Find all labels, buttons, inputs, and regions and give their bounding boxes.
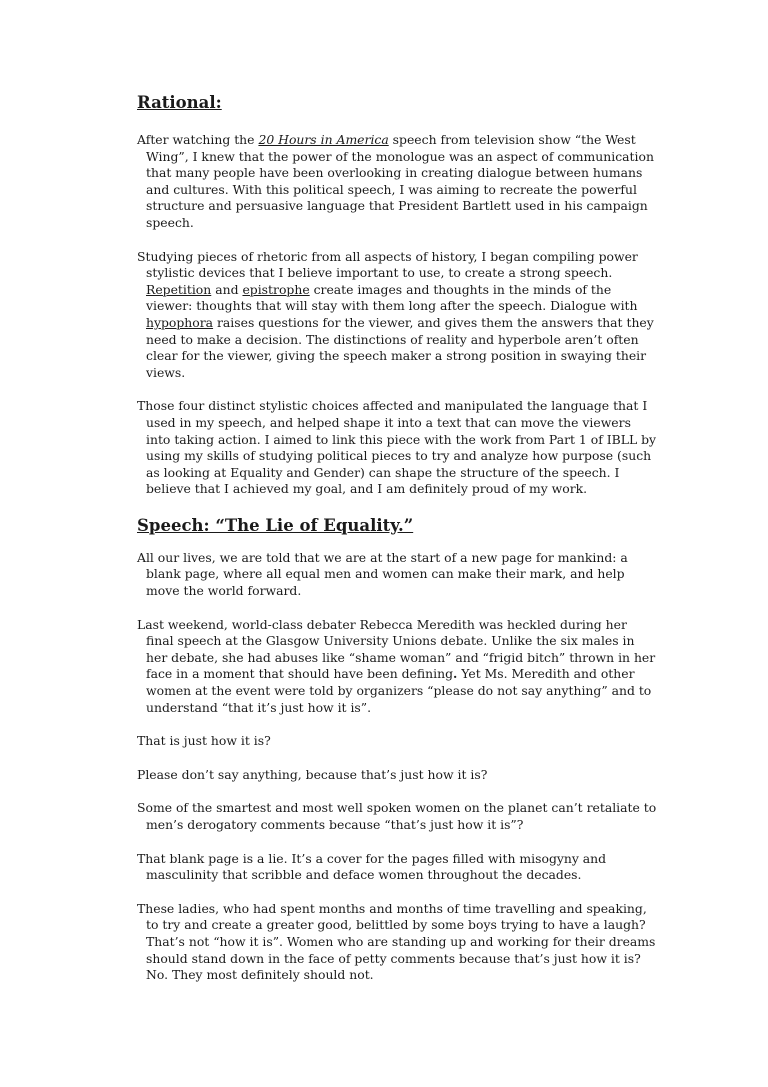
text: create images and thoughts in the minds of the viewer: thoughts that will stay with them long after the speech. Dialogue with [146, 281, 638, 314]
speech-paragraph-6: That blank page is a lie. It’s a cover for the pages filled with misogyny and masculinity that scribble and deface women throughout the decades. [137, 850, 607, 883]
rational-heading: Rational: [137, 93, 222, 112]
text: Yet Ms. Meredith and other women at the event were told by organizers “please do not say anything” and to understand “that it’s just how it is”. [146, 666, 652, 715]
text: raises questions for the viewer, and gives them the answers that they need to make a decision. The distinctions of reality and hyperbole aren’t often clear for the viewer, giving the speech maker a strong position in swaying their views. [146, 314, 654, 380]
term-epistrophe: epistrophe [242, 281, 310, 297]
speech-paragraph-2 [137, 617, 657, 717]
text: Studying pieces of rhetoric from all aspects of history, I began compiling power stylistic devices that I believe important to use, to create a strong speech. [137, 248, 638, 281]
speech-paragraph-3: That is just how it is? [137, 733, 271, 749]
speech-paragraph-4: Please don’t say anything, because that’s just how it is? [137, 766, 488, 782]
text: and [211, 281, 243, 297]
speech-paragraph-7: These ladies, who had spent months and months of time travelling and speaking, to try and create a greater good, belittled by some boys trying to have a laugh? That’s not “how it is”. Women who are standing up and working for their dreams should stand down in the face of petty comments because that’s just how it is? No. They most definitely should not. [137, 900, 656, 983]
document-page [137, 92, 657, 1001]
show-title-link: 20 Hours in America [258, 132, 389, 147]
rational-paragraph-1 [137, 132, 657, 232]
rational-paragraph-2 [137, 249, 657, 382]
text: speech from television show “the West Wing”, I knew that the power of the monologue was an aspect of communication that many people have been overlooking in creating dialogue between humans and cultures. With this political speech, I was aiming to recreate the powerful structure and persuasive language that President Bartlett used in his campaign speech. [146, 132, 654, 230]
text: Last weekend, world-class debater Rebecca Meredith was heckled during her final speech at the Glasgow University Unions debate. Unlike the six males in her debate, she had abuses like “shame woman” and “frigid bitch” thrown in her face in a moment that should have been defining [137, 616, 656, 682]
bold-period: . [453, 666, 458, 682]
term-hypophora: hypophora [146, 314, 214, 330]
speech-heading: Speech: “The Lie of Equality.” [137, 515, 414, 535]
rational-paragraph-3: Those four distinct stylistic choices affected and manipulated the language that I used in my speech, and helped shape it into a text that can move the viewers into taking action. I aimed to link this piece with the work from Part 1 of IBLL by using my skills of studying political pieces to try and analyze how purpose (such as looking at Equality and Gender) can shape the structure of the speech. I believe that I achieved my goal, and I am definitely proud of my work. [137, 398, 657, 497]
speech-paragraph-5: Some of the smartest and most well spoken women on the planet can’t retaliate to men’s derogatory comments because “that’s just how it is”? [137, 800, 657, 832]
text: After watching the [137, 132, 259, 147]
speech-paragraph-1: All our lives, we are told that we are at the start of a new page for mankind: a blank page, where all equal men and women can make their mark, and help move the world forward. [137, 549, 628, 599]
term-repetition: Repetition [146, 281, 212, 297]
